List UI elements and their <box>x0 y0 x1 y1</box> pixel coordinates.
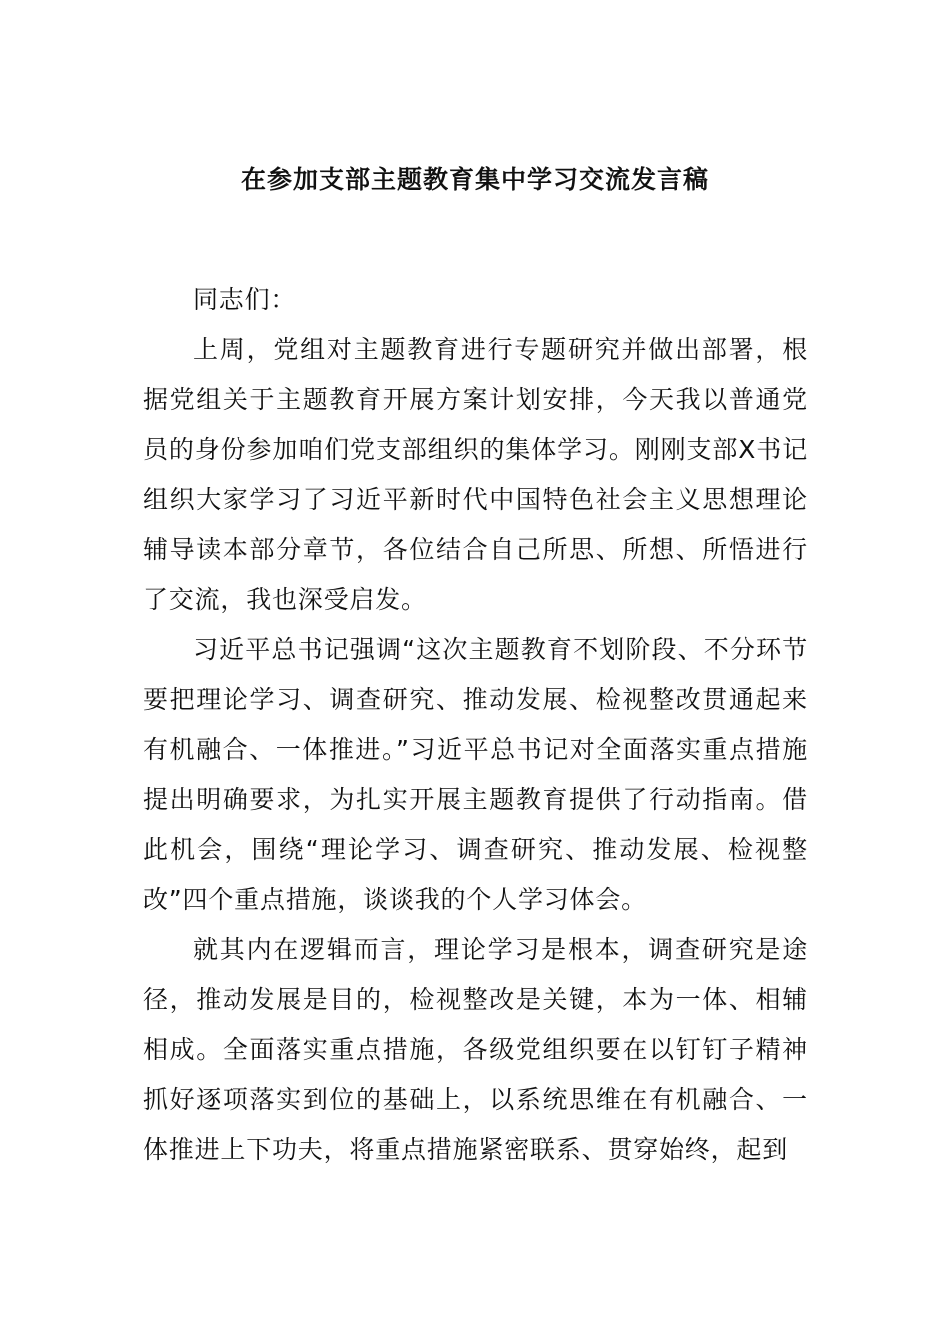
document-title: 在参加支部主题教育集中学习交流发言稿 <box>240 165 709 194</box>
paragraph-1: 上周，党组对主题教育进行专题研究并做出部署，根据党组关于主题教育开展方案计划安排，今天我以普通党员的身份参加咱们党支部组织的集体学习。刚刚支部X书记组织大家学习了习近平新时代中国特色社会主义思想理论辅导读本部分章节，各位结合自己所思、所想、所悟进行了交流，我也深受启发。 <box>143 335 808 614</box>
paragraph-2: 习近平总书记强调“这次主题教育不划阶段、不分环节要把理论学习、调查研究、推动发展、检视整改贯通起来有机融合、一体推进。”习近平总书记对全面落实重点措施提出明确要求，为扎实开展主题教育提供了行动指南。借此机会，围绕“理论学习、调查研究、推动发展、检视整改”四个重点措施，谈谈我的个人学习体会。 <box>143 635 808 914</box>
salutation: 同志们： <box>193 285 297 314</box>
paragraph-3: 就其内在逻辑而言，理论学习是根本，调查研究是途径，推动发展是目的，检视整改是关键，本为一体、相辅相成。全面落实重点措施，各级党组织要在以钉钉子精神抓好逐项落实到位的基础上，以系统思维在有机融合、一体推进上下功夫，将重点措施紧密联系、贯穿始终，起到 <box>143 935 808 1164</box>
document-body <box>143 275 808 1175</box>
